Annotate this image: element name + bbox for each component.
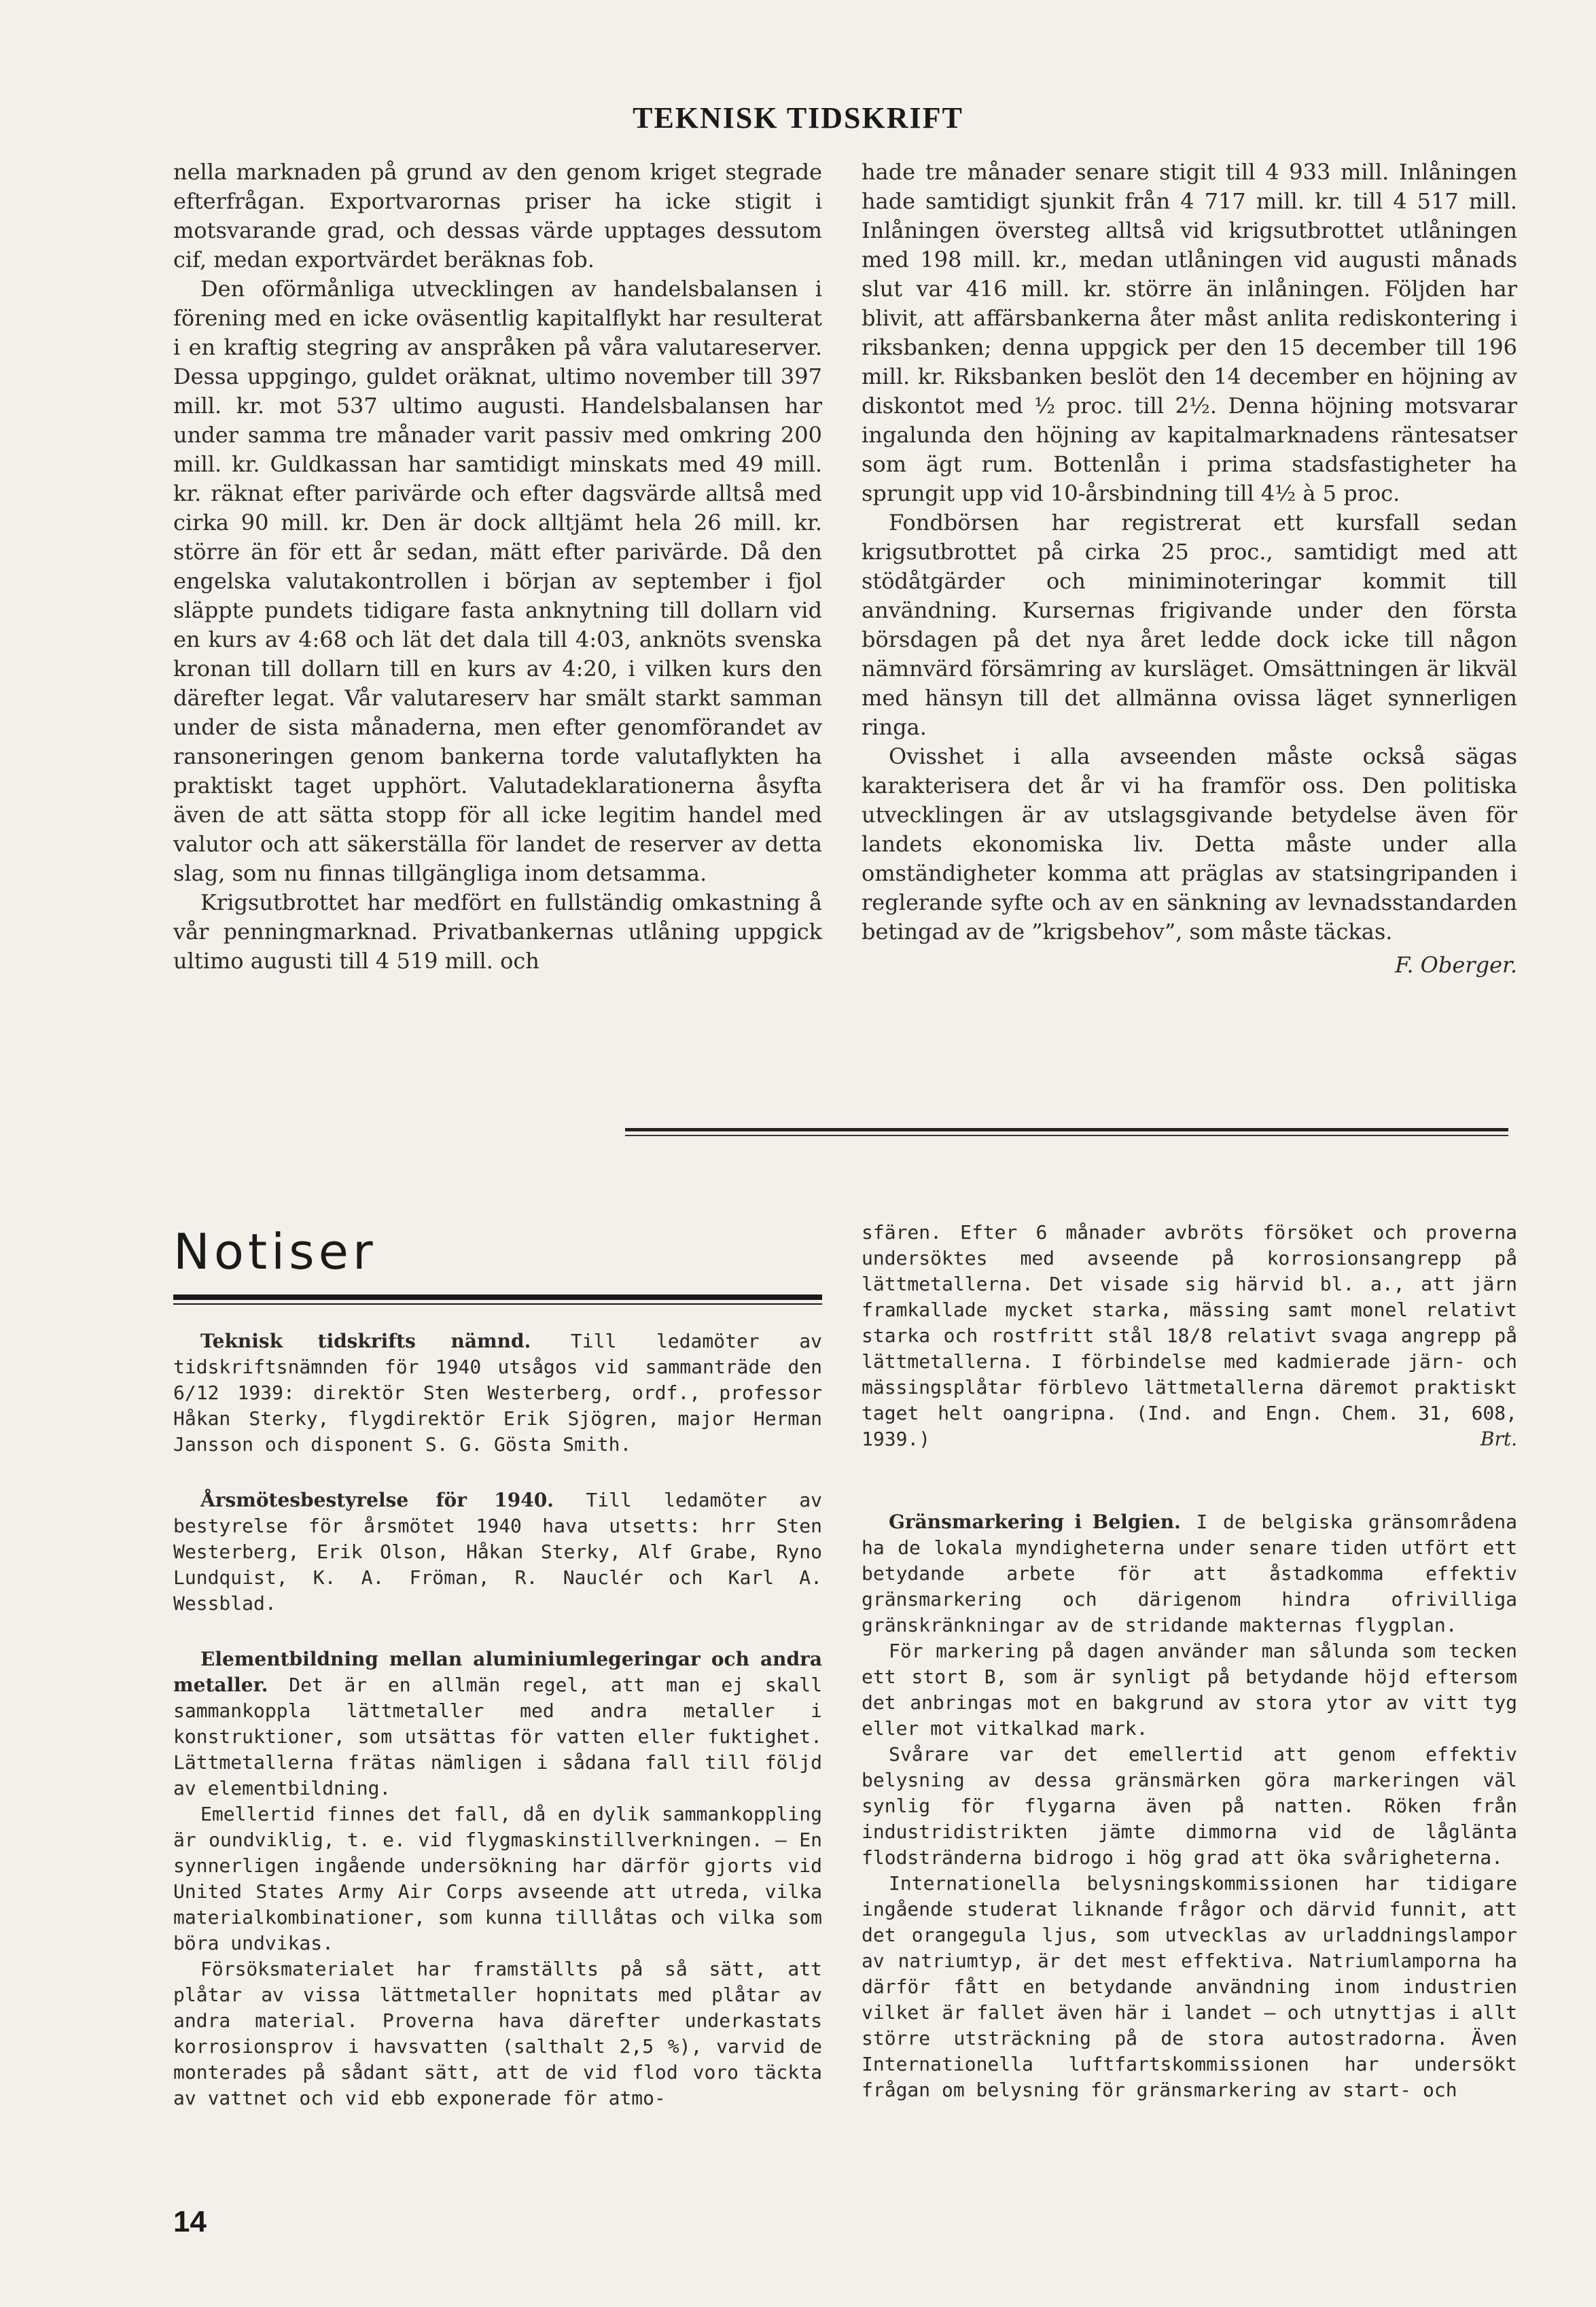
article-column-right	[862, 158, 1517, 980]
paragraph: Krigsutbrottet har medfört en fullständig omkastning å vår penningmarknad. Privatbankernas utlåning uppgick ultimo augusti till 4 519 mill. och	[173, 890, 822, 974]
note-item	[862, 1220, 1517, 1452]
note-item	[862, 1509, 1517, 2103]
notes-column-left	[173, 1328, 822, 2111]
note-paragraph: Svårare var det emellertid att genom effektiv belysning av dessa gränsmärken göra markeringen väl synlig för flygarna även på natten. Röken från industridistrikten jämte dimmorna vid de låglänta flodstränderna bidrogo i hög grad att öka svårigheterna.	[862, 1743, 1517, 1869]
note-paragraph: Internationella belysningskommissionen har tidigare ingående studerat liknande frågor och därvid funnit, att det orangegula ljus, som utvecklas av urladdningslampor av natriumtyp, är det mest effektiva. Natriumlamporna ha därför fått en betydande användning inom industrien vilket är fallet även här i landet — och utnyttjas i allt större utsträckning på de stora autostradorna. Även Internationella luftfartskommissionen har undersökt frågan om belysning för gränsmarkering av start- och	[862, 1872, 1517, 2101]
note-item	[173, 1646, 822, 2111]
note-body: sfären. Efter 6 månader avbröts försöket och proverna undersöktes med avseende på korrosionsangrepp på lättmetallerna. Det visade sig härvid bl. a., att järn framkallade mycket starka, mässing samt monel relativt starka och rostfritt stål 18/8 relativt svaga angrepp på lättmetallerna. I förbindelse med kadmierade järn- och mässingsplåtar förblevo lättmetallerna däremot praktiskt taget helt oangripna. (Ind. and Engn. Chem. 31, 608, 1939.)	[862, 1221, 1517, 1450]
note-paragraph: Försöksmaterialet har framställts på så sätt, att plåtar av vissa lättmetaller hopnitats med plåtar av andra material. Proverna hava därefter underkastats korrosionsprov i havsvatten (salthalt 2,5 %), varvid de monterades på sådant sätt, att de vid flod voro täckta av vattnet och vid ebb exponerade för atmo-	[173, 1958, 822, 2109]
note-item	[173, 1487, 822, 1617]
page-number: 14	[173, 2205, 207, 2238]
section-title: Notiser	[173, 1223, 377, 1280]
section-title-rule	[173, 1295, 822, 1305]
note-body: Till ledamöter av tidskriftsnämnden för 1940 utsågos vid sammanträde den 6/12 1939: direktör Sten Westerberg, ordf., professor Håkan Sterky, flygdirektör Erik Sjögren, major Herman Jansson och disponent S. G. Gösta Smith.	[173, 1330, 823, 1456]
paragraph: Ovisshet i alla avseenden måste också sägas karakterisera det år vi ha framför oss. Den politiska utvecklingen är av utslagsgivande betydelse även för landets ekonomiska liv. Detta måste under alla omständigheter komma att präglas av statsingripanden i reglerande syfte och av en sänkning av levnadsstandarden betingad av de ”krigsbehov”, som måste täckas.	[862, 743, 1517, 945]
note-paragraph: Emellertid finnes det fall, då en dylik sammankoppling är oundviklig, t. e. vid flygmaskinstillverkningen. — En synnerligen ingående undersökning har därför gjorts vid United States Army Air Corps avseende att utreda, vilka materialkombinationer, som kunna tilllåtas och vilka som böra undvikas.	[173, 1803, 822, 1954]
notes-column-right	[862, 1220, 1517, 2103]
running-header: TEKNISK TIDSKRIFT	[633, 101, 963, 135]
note-paragraph: För markering på dagen använder man sålunda som tecken ett stort B, som är synligt på betydande höjd eftersom det anbringas mot en bakgrund av stora ytor av vitt tyg eller mot vitkalkad mark.	[862, 1640, 1517, 1740]
paragraph: Den oförmånliga utvecklingen av handelsbalansen i förening med en icke oväsentlig kapitalflykt har resulterat i en kraftig stegring av anspråken på våra valutareserver. Dessa uppgingo, guldet oräknat, ultimo november till 397 mill. kr. mot 537 ultimo augusti. Handelsbalansen har under samma tre månader varit passiv med omkring 200 mill. kr. Guldkassan har samtidigt minskats med 49 mill. kr. räknat efter parivärde och efter dagsvärde alltså med cirka 90 mill. kr. Den är dock alltjämt hela 26 mill. kr. större än för ett år sedan, mätt efter parivärde. Då den engelska valutakontrollen i början av september i fjol släppte pundets tidigare fasta anknytning till dollarn vid en kurs av 4:68 och lät det dala till 4:03, anknöts svenska kronan till dollarn till en kurs av 4:20, i vilken kurs den därefter legat. Vår valutareserv har smält starkt samman under de sista månaderna, men efter genomförandet av ransoneringen genom bankerna torde valutaflykten ha praktiskt taget upphört. Valutadeklarationerna åsyfta även de att sätta stopp för all icke legitim handel med valutor och att säkerställa för landet de reserver av detta slag, som nu finnas tillgängliga inom detsamma.	[173, 276, 822, 886]
section-divider	[625, 1128, 1508, 1136]
note-body: Det är en allmän regel, att man ej skall sammankoppla lättmetaller med andra metaller i konstruktioner, som utsättas för vatten eller fuktighet. Lättmetallerna frätas nämligen i sådana fall till följd av elementbildning.	[173, 1674, 822, 1799]
note-body: Till ledamöter av bestyrelse för årsmötet 1940 hava utsetts: hrr Sten Westerberg, Erik Olson, Håkan Sterky, Alf Grabe, Ryno Lundquist, K. A. Fröman, R. Nauclér och Karl A. Wessblad.	[173, 1489, 823, 1615]
paragraph: Fondbörsen har registrerat ett kursfall sedan krigsutbrottet på cirka 25 proc., samtidigt med att stödåtgärder och miniminoteringar kommit till användning. Kursernas frigivande under den första börsdagen på det nya året ledde dock icke till någon nämnvärd försämring av kursläget. Omsättningen är likväl med hänsyn till det allmänna ovissa läget synnerligen ringa.	[862, 510, 1517, 740]
author-signature: F. Oberger.	[1395, 952, 1517, 978]
paragraph: hade tre månader senare stigit till 4 933 mill. Inlåningen hade samtidigt sjunkit från 4 717 mill. kr. till 4 517 mill. Inlåningen översteg alltså vid krigsutbrottet utlåningen med 198 mill. kr., medan utlåningen vid augusti månads slut var 416 mill. kr. större än inlåningen. Följden har blivit, att affärsbankerna åter måst anlita rediskontering i riksbanken; denna uppgick per den 15 december till 196 mill. kr. Riksbanken beslöt den 14 december en höjning av diskontot med ½ proc. till 2½. Denna höjning motsvarar ingalunda den höjning av kapitalmarknadens räntesatser som ägt rum. Bottenlån i prima stadsfastigheter ha sprungit upp vid 10-årsbindning till 4½ à 5 proc.	[862, 159, 1517, 506]
note-title: Gränsmarkering i Belgien.	[889, 1511, 1181, 1533]
note-title: Elementbildning mellan aluminiumlegeringar och andra metaller.	[173, 1648, 822, 1696]
note-body: I de belgiska gränsområdena ha de lokala myndigheterna under senare tiden utfört ett betydande arbete för att åstadkomma effektiv gränsmarkering och därigenom hindra ofrivilliga gränskränkningar av de stridande makternas flygplan.	[862, 1511, 1518, 1636]
note-title: Teknisk tidskrifts nämnd.	[200, 1330, 531, 1352]
note-item	[173, 1328, 822, 1458]
article-column-left	[173, 158, 822, 976]
note-title: Årsmötesbestyrelse för 1940.	[200, 1489, 554, 1511]
paragraph: nella marknaden på grund av den genom kriget stegrade efterfrågan. Exportvarornas priser ha icke stigit i motsvarande grad, och dessas värde upptages dessutom cif, medan exportvärdet beräknas fob.	[173, 159, 822, 272]
note-signature: Brt.	[1480, 1428, 1517, 1450]
